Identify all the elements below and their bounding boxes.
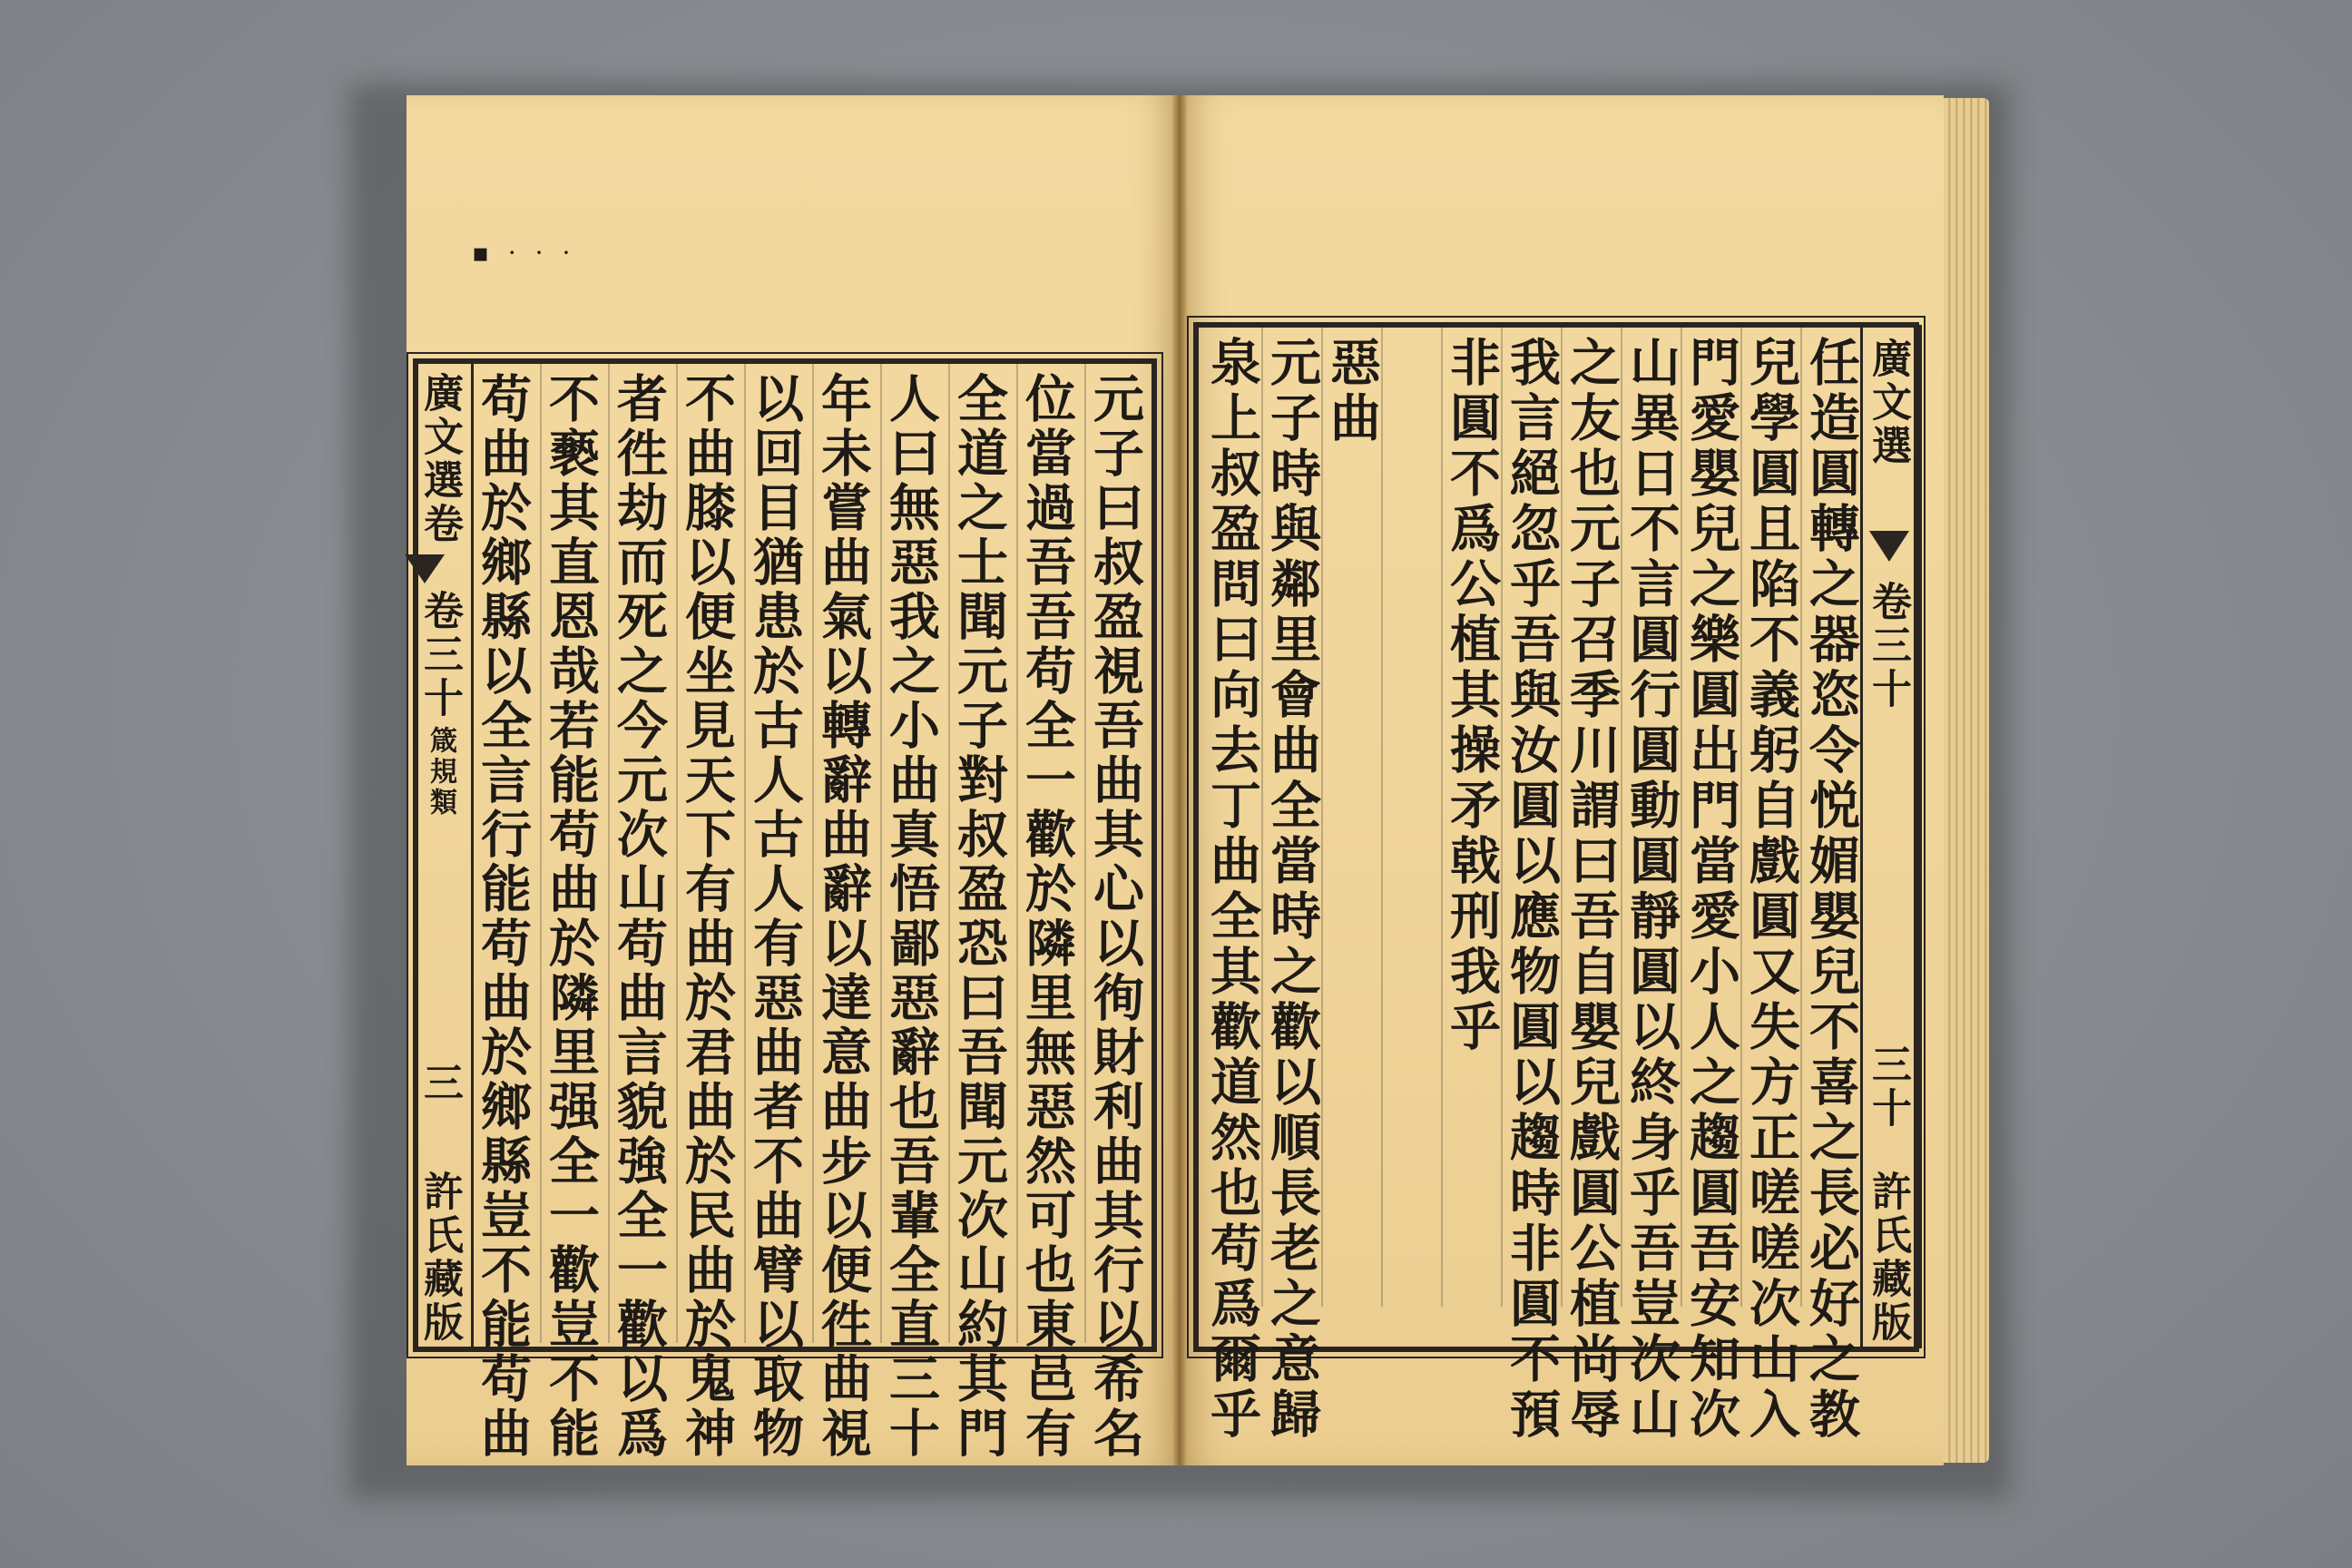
column-divider [812, 363, 814, 1343]
text-column: 惡曲 [1322, 336, 1382, 446]
text-column: 者徃劫而死之今元次山苟曲言貌強全一歡以爲 [609, 372, 669, 1461]
column-divider [1321, 327, 1323, 1307]
text-column: 全道之士聞元子對叔盈恐曰吾聞元次山約其門 [949, 372, 1009, 1461]
column-divider [1016, 363, 1018, 1343]
column-divider [1084, 363, 1086, 1343]
text-column: 位當過吾吾苟全一歡於隣里無惡然可也東邑有 [1017, 372, 1077, 1461]
text-column: 任造圓轉之器恣令悦媚嬰兒不喜之長必好之教 [1801, 336, 1861, 1443]
left-margin-category: 箴規類 [425, 726, 456, 818]
left-margin-title: 廣文選卷 [416, 372, 463, 546]
column-divider [1800, 327, 1802, 1307]
text-column: 門愛嬰兒之樂圓出門當愛小人之趨圓吾安知次 [1681, 336, 1741, 1443]
left-margin-publisher: 許氏藏版 [416, 1171, 463, 1345]
stray-ink-marks: ▪ · · · [472, 238, 576, 268]
column-divider [608, 363, 610, 1343]
column-divider [1441, 327, 1443, 1307]
column-divider [1261, 327, 1263, 1307]
text-column: 不曲膝以便坐見天下有曲於君曲於民曲於鬼神 [677, 372, 737, 1461]
text-column: 苟曲於鄉縣以全言行能苟曲於鄉縣豈不能苟曲 [473, 372, 533, 1461]
right-margin-publisher: 許氏藏版 [1865, 1171, 1911, 1345]
text-column: 之友也元子召季川謂曰吾自嬰兒戲圓公植尚辱 [1562, 336, 1622, 1443]
right-margin-title: 廣文選 [1865, 338, 1911, 468]
right-margin-volume: 卷三十 [1865, 581, 1911, 711]
text-column: 非圓不爲公植其操矛戟刑我乎 [1442, 336, 1502, 1055]
book-gutter [1172, 95, 1187, 1465]
text-column: 元子時與鄰里會曲全當時之歡以順長老之意歸 [1262, 336, 1322, 1443]
right-margin-folio: 三十 [1865, 1044, 1911, 1131]
column-divider [1681, 327, 1682, 1307]
text-column: 我言絕忽乎吾與汝圓以應物圓以趨時非圓不預 [1502, 336, 1562, 1443]
left-margin-folio: 三 [416, 1062, 463, 1105]
column-divider [1740, 327, 1742, 1307]
column-divider [948, 363, 950, 1343]
left-margin-volume: 卷三十 [416, 590, 463, 720]
column-divider [880, 363, 882, 1343]
column-divider [1621, 327, 1622, 1307]
text-column: 不褻其直恩哉若能苟曲於隣里强全一歡豈不能 [541, 372, 601, 1461]
text-column: 人曰無惡我之小曲真悟鄙惡辭也吾輩全直三十 [881, 372, 941, 1461]
text-column: 以回目猶患於古人古人有惡曲者不曲臂以取物 [745, 372, 805, 1461]
text-column: 年未嘗曲氣以轉辭曲辭以達意曲步以便徃曲視 [813, 372, 873, 1461]
text-column: 山異日不言圓行圓動圓靜圓以終身乎吾豈次山 [1622, 336, 1681, 1443]
column-divider [676, 363, 678, 1343]
column-divider [744, 363, 746, 1343]
column-divider [1561, 327, 1563, 1307]
page-edges [1944, 98, 1989, 1463]
column-divider [1501, 327, 1503, 1307]
text-column: 泉上叔盈問曰向去丁曲全其歡道然也苟爲爾乎 [1202, 336, 1262, 1443]
right-fish-tail-mark [1869, 531, 1909, 562]
text-column: 兒學圓且陷不義躬自戲圓又失方正嗟嗟次山入 [1741, 336, 1801, 1443]
column-divider [1381, 327, 1383, 1307]
text-column: 元子曰叔盈視吾曲其心以徇財利曲其行以希名 [1085, 372, 1145, 1461]
left-fish-tail-mark [405, 554, 445, 583]
column-divider [540, 363, 542, 1343]
